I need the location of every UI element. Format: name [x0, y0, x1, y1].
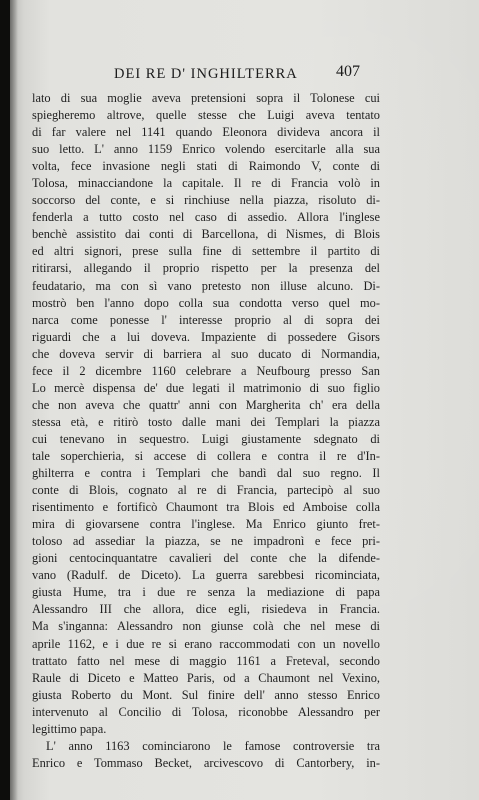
- text-line: feudatario, ma con sì vano pretesto non illuse alcuno. Di-: [32, 278, 380, 293]
- page-header: [10, 63, 479, 82]
- running-title: DEI RE D' INGHILTERRA: [114, 66, 298, 82]
- text-line: riguardi che a lui doveva. Impaziente di possedere Gisors: [32, 329, 380, 344]
- text-line: volta, fece invasione negli stati di Raimondo V, conte di: [32, 159, 380, 174]
- text-line: giusta Roberto du Mont. Sul finire dell' anno stesso Enrico: [32, 687, 380, 702]
- text-line: ghilterra e contra i Templari che bandì dal suo regno. Il: [32, 466, 380, 481]
- text-line: soccorso del conte, e si rinchiuse nella piazza, risoluto di-: [32, 193, 380, 208]
- text-line: stessa età, e ritirò tosto dalle mani dei Templari la piazza: [32, 414, 380, 429]
- page-gutter-shadow: [10, 0, 18, 800]
- text-line: Lo mercè dispensa de' due legati il matrimonio di suo figlio: [32, 380, 380, 395]
- text-line: cui tenevano in sequestro. Luigi giustamente sdegnato di: [32, 431, 380, 446]
- text-line: spiegheremo altrove, quelle stesse che Luigi aveva tentato: [32, 108, 380, 123]
- text-line: risentimento e fortificò Chaumont tra Blois ed Amboise colla: [32, 500, 380, 515]
- text-line: intervenuto al Concilio di Tolosa, riconobbe Alessandro per: [32, 704, 380, 719]
- book-page: [10, 0, 479, 800]
- text-line: benchè assistito dai conti di Barcellona, di Nismes, di Blois: [32, 227, 380, 242]
- text-line: Ma s'inganna: Alessandro non giunse colà che nel mese di: [32, 619, 380, 634]
- text-line: che non aveva che quattr' anni con Margherita ch' era della: [32, 397, 380, 412]
- text-line: tale soperchieria, si accese di collera e contra il re d'In-: [32, 448, 380, 463]
- text-line: mostrò ben l'anno dopo colla sua condotta verso quel mo-: [32, 295, 380, 310]
- text-line: trattato fatto nel mese di maggio 1161 a Freteval, secondo: [32, 653, 380, 668]
- text-line: gioni centocinquantatre cavalieri del conte che la difende-: [32, 551, 380, 566]
- text-line: legittimo papa.: [32, 721, 107, 736]
- text-line: mira di giovarsene contra l'inglese. Ma Enrico giunto fret-: [32, 517, 380, 532]
- text-line: di far valere nel 1141 quando Eleonora divideva ancora il: [32, 125, 380, 140]
- text-line: giusta Hume, tra i due re senza la mediazione di papa: [32, 585, 380, 600]
- body-text: [32, 90, 380, 772]
- text-line: conte di Blois, cognato al re di Francia, partecipò al suo: [32, 483, 380, 498]
- text-line: suo letto. L' anno 1159 Enrico volendo esercitarle alla sua: [32, 142, 380, 157]
- text-line: L' anno 1163 cominciarono le famose controversie tra: [46, 738, 380, 753]
- text-line: Enrico e Tommaso Becket, arcivescovo di Cantorbery, in-: [32, 755, 380, 770]
- text-line: Tolosa, minacciandone la capitale. Il re di Francia volò in: [32, 176, 380, 191]
- text-line: fece il 2 dicembre 1160 celebrare a Neufbourg presso San: [32, 363, 380, 378]
- text-line: vano (Radulf. de Diceto). La guerra sarebbesi ricominciata,: [32, 568, 380, 583]
- text-line: fenderla a tutto costo nel caso di assedio. Allora l'inglese: [32, 210, 380, 225]
- text-line: Alessandro III che allora, dice egli, risiedeva in Francia.: [32, 602, 380, 617]
- text-line: lato di sua moglie aveva pretensioni sopra il Tolonese cui: [32, 91, 380, 105]
- text-line: ed altri signori, prese sulla fine di settembre il partito di: [32, 244, 380, 259]
- text-line: ritirarsi, allegando il proprio rispetto per la presenza del: [32, 261, 380, 276]
- page-number: 407: [336, 63, 360, 80]
- text-line: narca come ponesse l' interesse proprio al di sopra dei: [32, 312, 380, 327]
- text-line: aprile 1162, e i due re si erano raccommodati con un novello: [32, 636, 380, 651]
- text-line: che doveva servir di barriera al suo ducato di Normandia,: [32, 346, 380, 361]
- text-line: Raule di Diceto e Matteo Paris, od a Chaumont nel Vexino,: [32, 670, 380, 685]
- text-line: toloso ad assediar la piazza, se ne impadronì e fece pri-: [32, 534, 380, 549]
